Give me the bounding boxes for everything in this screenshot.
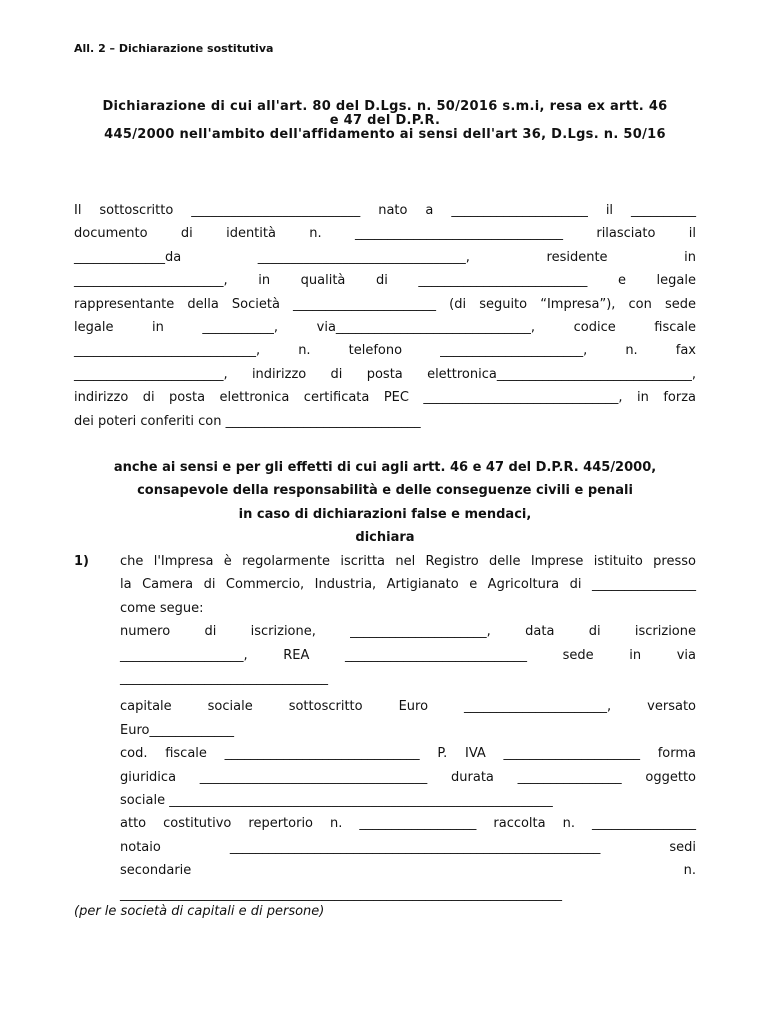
intro-paragraph bbox=[74, 199, 696, 433]
intro-line: documento di identità n. ________________________________ rilasciato il bbox=[74, 226, 696, 242]
item-line: ________________________________ bbox=[120, 671, 328, 687]
intro-line: legale in ___________, via______________________________, codice fiscale bbox=[74, 320, 696, 336]
declaration-line: consapevole della responsabilità e delle conseguenze civili e penali bbox=[137, 483, 633, 499]
intro-line: dei poteri conferiti con ______________________________ bbox=[74, 413, 421, 429]
declaration-line: anche ai sensi e per gli effetti di cui agli artt. 46 e 47 del D.P.R. 445/2000, bbox=[113, 460, 657, 475]
intro-line: Il sottoscritto __________________________ nato a _____________________ il __________ bbox=[74, 203, 696, 218]
document-header: All. 2 – Dichiarazione sostitutiva bbox=[74, 42, 274, 55]
item-line: notaio _________________________________________________________ sedi bbox=[120, 839, 696, 855]
item-1-content bbox=[120, 550, 696, 906]
intro-line: _______________________, in qualità di __________________________ e legale bbox=[74, 273, 696, 289]
item-line: secondarie n. bbox=[120, 863, 696, 879]
item-line: capitale sociale sottoscritto Euro ______________________, versato bbox=[120, 699, 696, 715]
title-line: 445/2000 nell'ambito dell'affidamento ai sensi dell'art 36, D.Lgs. n. 50/16 bbox=[104, 127, 666, 142]
item-line: numero di iscrizione, _____________________, data di iscrizione bbox=[120, 624, 696, 640]
item-number: 1) bbox=[74, 554, 89, 569]
item-line: giuridica ___________________________________ durata ________________ oggetto bbox=[120, 769, 696, 785]
item-line: sociale ___________________________________________________________ bbox=[120, 793, 553, 809]
intro-line: rappresentante della Società ______________________ (di seguito “Impresa”), con sede bbox=[74, 296, 696, 312]
item-line: cod. fiscale ______________________________ P. IVA _____________________ forma bbox=[120, 746, 696, 762]
title-line: e 47 del D.P.R. bbox=[329, 113, 441, 128]
item-line: che l'Impresa è regolarmente iscritta nel Registro delle Imprese istituito presso bbox=[120, 554, 696, 569]
document-title bbox=[74, 100, 696, 142]
item-line: come segue: bbox=[120, 600, 204, 616]
intro-line: ______________da ________________________________, residente in bbox=[74, 249, 696, 265]
item-line: atto costitutivo repertorio n. __________________ raccolta n. ________________ bbox=[120, 816, 696, 832]
title-line: Dichiarazione di cui all'art. 80 del D.Lgs. n. 50/2016 s.m.i, resa ex artt. 46 bbox=[102, 99, 668, 114]
declaration-heading: dichiara bbox=[355, 530, 415, 546]
intro-line: ____________________________, n. telefono ______________________, n. fax bbox=[74, 343, 696, 359]
intro-line: _______________________, indirizzo di posta elettronica______________________________, bbox=[74, 366, 696, 382]
item-line: Euro_____________ bbox=[120, 722, 234, 738]
declaration-block bbox=[74, 456, 696, 550]
footnote: (per le società di capitali e di persone) bbox=[74, 904, 325, 919]
intro-line: indirizzo di posta elettronica certificata PEC ______________________________, in forza bbox=[74, 390, 696, 406]
item-line: la Camera di Commercio, Industria, Artigianato e Agricoltura di ________________ bbox=[120, 577, 696, 593]
declaration-line: in caso di dichiarazioni false e mendaci, bbox=[238, 506, 532, 522]
item-line: ____________________________________________________________________ bbox=[120, 886, 562, 902]
item-line: ___________________, REA ____________________________ sede in via bbox=[120, 647, 696, 663]
